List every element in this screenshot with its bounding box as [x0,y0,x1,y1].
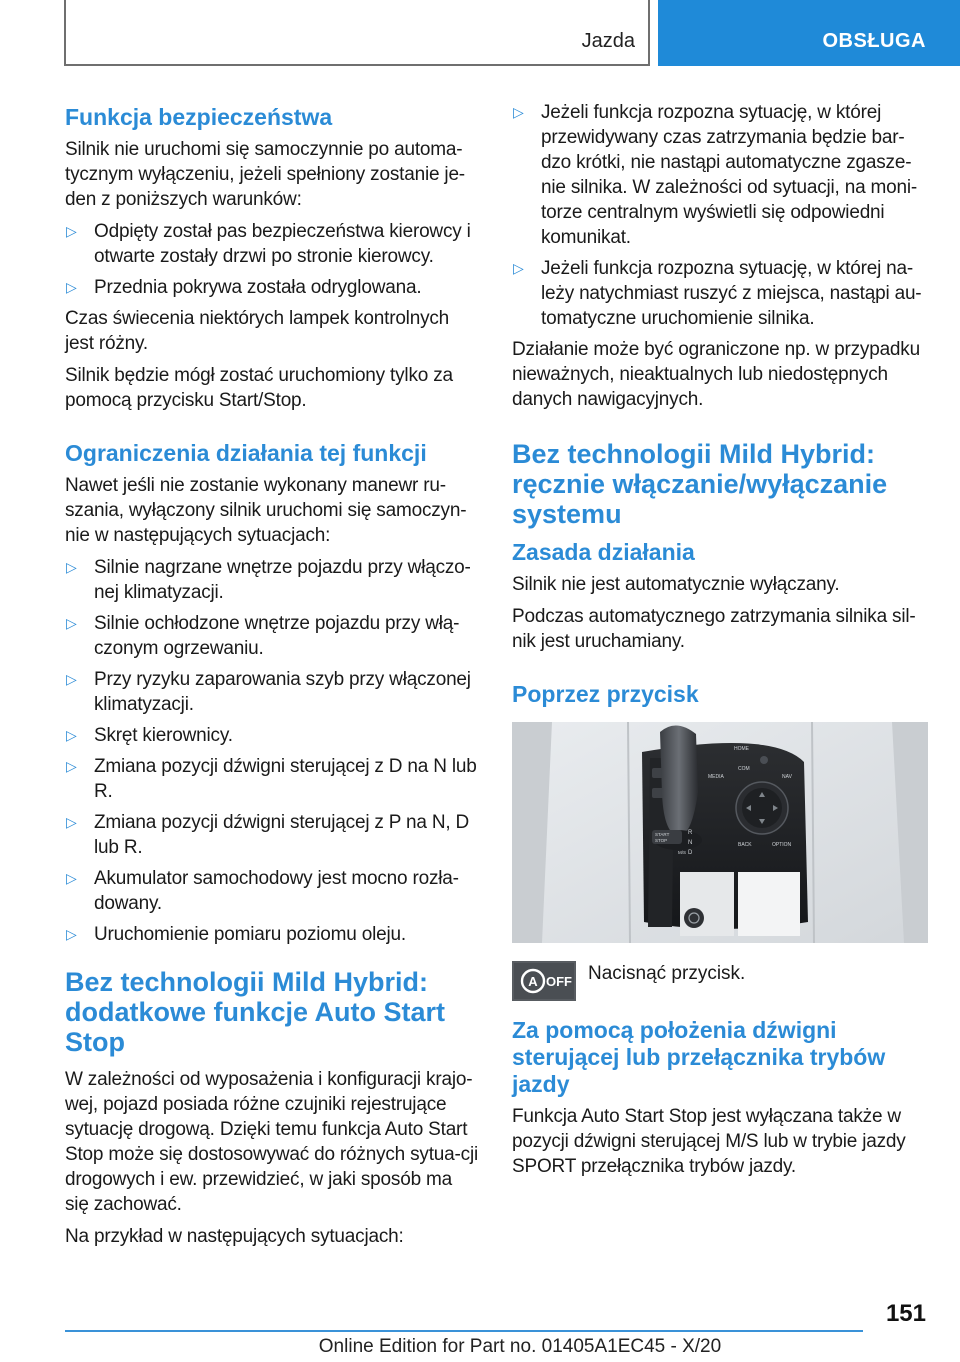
list-item: ▷ Zmiana pozycji dźwigni sterującej z D na N lub R. [66,756,477,802]
list-item: ▷ Przednia pokrywa została odryglowana. [66,277,422,298]
lever-paragraph: Funkcja Auto Start Stop jest wyłączana także w pozycji dźwigni sterującej M/S lub w trybie jazdy SPORT przełącznika trybów jazdy. [512,1106,906,1177]
right-column [512,100,928,1186]
gear-n-label: N [688,840,693,846]
list-item: ▷ Akumulator samochodowy jest mocno rozła-dowany. [66,868,459,914]
principle-paragraph-2: Podczas automatycznego zatrzymania silnika sil-nik jest uruchamiany. [512,606,916,652]
safety-intro: Silnik nie uruchomi się samoczynnie po automa-tycznym wyłączeniu, jeżeli spełniony zostanie je-den z poniższych warunków: [65,139,465,210]
triangle-right-icon: ▷ [66,814,77,830]
gear-d-label: D [688,850,693,856]
svg-text:A: A [528,974,538,989]
list-item: ▷ Jeżeli funkcja rozpozna sytuację, w której przewidywany czas zatrzymania będzie bar-dzo krótki, nie nastąpi automatyczne zgasze-nie silnika. W zależności od sytuacji, na moni-torze centralnym wyświetli się odpowiedni komunikat. [513,102,918,248]
list-item: ▷ Odpięty został pas bezpieczeństwa kierowcy i otwarte zostały drzwi po stronie kierowcy. [66,221,471,267]
triangle-right-icon: ▷ [66,223,77,239]
footer-edition: Online Edition for Part no. 01405A1EC45 - X/20 [318,1336,722,1357]
heading-manual: Bez technologii Mild Hybrid: ręcznie włączanie/wyłączanie systemu [512,439,888,529]
gear-ms-label: M/S [678,850,687,855]
triangle-right-icon: ▷ [66,671,77,687]
heading-lever: Za pomocą położenia dźwigni sterującej lub przełącznika trybów jazdy [512,1017,886,1097]
extra-list [512,100,928,331]
startstop-paragraph: Silnik będzie mógł zostać uruchomiony tylko za pomocą przycisku Start/Stop. [65,365,453,411]
triangle-right-icon: ▷ [66,559,77,575]
left-column [65,100,480,1256]
center-console-image [512,722,928,943]
chapter-tab [658,0,960,66]
extra-paragraph: W zależności od wyposażenia i konfiguracji krajo-wej, pojazd posiada różne czujniki rejestrujące sytuację drogową. Dzięki temu funkcja Auto Start Stop może się dostosowywać do różnych sytua-cji drogowych i ew. przewidzieć, w jaki sposób ma się zachować. [65,1069,479,1215]
heading-button: Poprzez przycisk [512,681,699,707]
heading-safety: Funkcja bezpieczeństwa [65,104,333,130]
triangle-right-icon: ▷ [66,615,77,631]
limited-paragraph: Działanie może być ograniczone np. w przypadku nieważnych, nieaktualnych lub niedostępnych danych nawigacyjnych. [512,339,920,410]
triangle-right-icon: ▷ [66,727,77,743]
gear-r-label: R [688,830,693,836]
off-button-row [512,961,928,1003]
list-item: ▷ Zmiana pozycji dźwigni sterującej z P na N, D lub R. [66,812,470,858]
heading-principle: Zasada działania [512,539,695,565]
triangle-right-icon: ▷ [513,260,524,276]
list-item: ▷ Jeżeli funkcja rozpozna sytuację, w której na-leży natychmiast ruszyć z miejsca, nastąpi au-tomatyczne uruchomienie silnika. [513,258,922,329]
nav-label: NAV [782,774,792,780]
limits-intro: Nawet jeśli nie zostanie wykonany manewr ru-szania, wyłączony silnik uruchomi się samoczyn-nie w następujących sytuacjach: [65,475,467,546]
triangle-right-icon: ▷ [66,870,77,886]
example-paragraph: Na przykład w następujących sytuacjach: [65,1226,404,1247]
principle-paragraph-1: Silnik nie jest automatycznie wyłączany. [512,574,840,595]
option-label: OPTION [772,842,792,848]
page-number: 151 [885,1300,926,1327]
list-item: ▷ Silnie nagrzane wnętrze pojazdu przy włączo-nej klimatyzacji. [66,557,471,603]
off-icon-label: OFF [546,974,572,989]
heading-extra-functions: Bez technologii Mild Hybrid: dodatkowe funkcje Auto Start Stop [65,967,446,1057]
lamps-paragraph: Czas świecenia niektórych lampek kontrolnych jest różny. [65,308,450,354]
heading-limits: Ograniczenia działania tej funkcji [65,440,427,466]
list-item: ▷ Skręt kierownicy. [66,725,233,746]
triangle-right-icon: ▷ [66,926,77,942]
section-title: Jazda [581,30,635,52]
limits-list [65,555,480,947]
list-item: ▷ Uruchomienie pomiaru poziomu oleju. [66,924,406,945]
chapter-tab-label: OBSŁUGA [822,30,926,52]
press-instruction: Nacisnąć przycisk. [588,963,746,984]
start-label: START [655,832,670,837]
triangle-right-icon: ▷ [513,104,524,120]
auto-start-stop-off-icon [512,961,576,1001]
com-label: COM [738,766,750,772]
footer-rule [65,1330,863,1332]
back-label: BACK [738,842,752,848]
triangle-right-icon: ▷ [66,758,77,774]
list-item: ▷ Silnie ochłodzone wnętrze pojazdu przy włą-czonym ogrzewaniu. [66,613,460,659]
stop-label: STOP [655,838,668,843]
home-label: HOME [734,746,749,752]
safety-list [65,219,480,300]
triangle-right-icon: ▷ [66,279,77,295]
list-item: ▷ Przy ryzyku zaparowania szyb przy włączonej klimatyzacji. [66,669,471,715]
header-frame [64,0,650,66]
media-label: MEDIA [708,774,724,780]
